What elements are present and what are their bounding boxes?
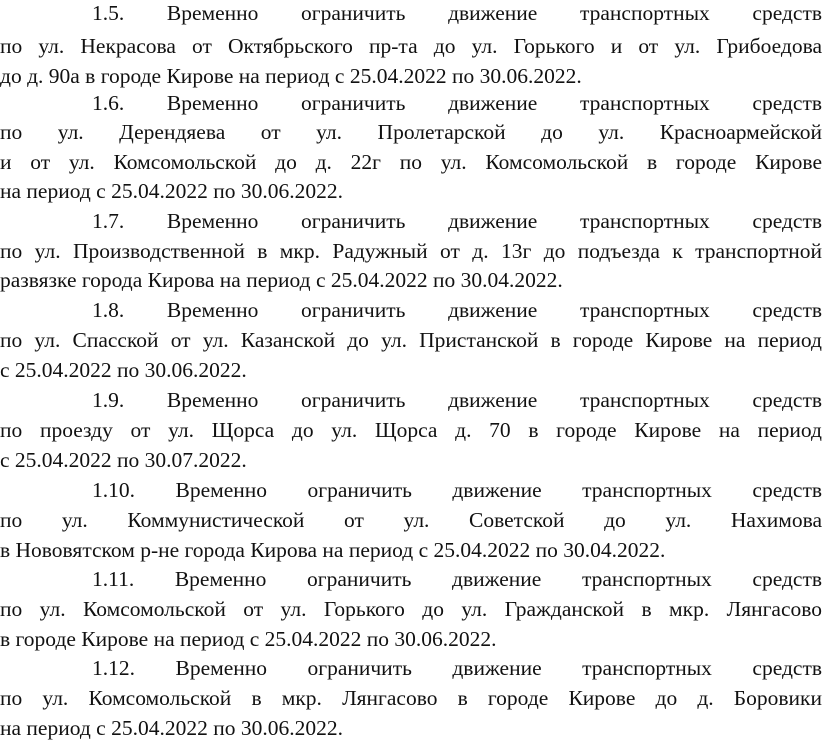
paragraph-1-6-line-4: на период с 25.04.2022 по 30.06.2022.: [0, 179, 343, 203]
paragraph-1-6-line-3: и от ул. Комсомольской до д. 22г по ул. Комсомольской в городе Кирове: [0, 150, 822, 174]
paragraph-1-12-line-1: 1.12. Временно ограничить движение транспортных средств: [92, 656, 822, 680]
paragraph-1-5-line-2: по ул. Некрасова от Октябрьского пр-та до ул. Горького и от ул. Грибоедова: [0, 34, 822, 58]
paragraph-1-10-line-3: в Нововятском р-не города Кирова на период с 25.04.2022 по 30.04.2022.: [0, 538, 666, 562]
paragraph-1-11-line-3: в городе Кирове на период с 25.04.2022 по 30.06.2022.: [0, 627, 497, 651]
paragraph-1-11-line-2: по ул. Комсомольской от ул. Горького до ул. Гражданской в мкр. Лянгасово: [0, 597, 822, 621]
paragraph-1-5-line-1: 1.5. Временно ограничить движение транспортных средств: [92, 1, 822, 25]
paragraph-1-9-line-3: с 25.04.2022 по 30.07.2022.: [0, 448, 247, 472]
paragraph-1-8-line-3: с 25.04.2022 по 30.06.2022.: [0, 358, 247, 382]
paragraph-1-10-line-2: по ул. Коммунистической от ул. Советской до ул. Нахимова: [0, 508, 822, 532]
paragraph-1-9-line-1: 1.9. Временно ограничить движение транспортных средств: [92, 388, 822, 412]
paragraph-1-7-line-1: 1.7. Временно ограничить движение транспортных средств: [92, 209, 822, 233]
paragraph-1-7-line-3: развязке города Кирова на период с 25.04.2022 по 30.04.2022.: [0, 268, 563, 292]
paragraph-1-7-line-2: по ул. Производственной в мкр. Радужный от д. 13г до подъезда к транспортной: [0, 239, 822, 263]
paragraph-1-8-line-2: по ул. Спасской от ул. Казанской до ул. Пристанской в городе Кирове на период: [0, 328, 822, 352]
paragraph-1-12-line-3: на период с 25.04.2022 по 30.06.2022.: [0, 716, 343, 740]
paragraph-1-11-line-1: 1.11. Временно ограничить движение транспортных средств: [92, 567, 822, 591]
paragraph-1-9-line-2: по проезду от ул. Щорса до ул. Щорса д. 70 в городе Кирове на период: [0, 418, 822, 442]
paragraph-1-8-line-1: 1.8. Временно ограничить движение транспортных средств: [92, 298, 822, 322]
paragraph-1-5-line-3: до д. 90а в городе Кирове на период с 25.04.2022 по 30.06.2022.: [0, 64, 582, 88]
paragraph-1-10-line-1: 1.10. Временно ограничить движение транспортных средств: [92, 478, 822, 502]
paragraph-1-6-line-2: по ул. Дерендяева от ул. Пролетарской до ул. Красноармейской: [0, 120, 822, 144]
paragraph-1-6-line-1: 1.6. Временно ограничить движение транспортных средств: [92, 91, 822, 115]
paragraph-1-12-line-2: по ул. Комсомольской в мкр. Лянгасово в городе Кирове до д. Боровики: [0, 686, 822, 710]
